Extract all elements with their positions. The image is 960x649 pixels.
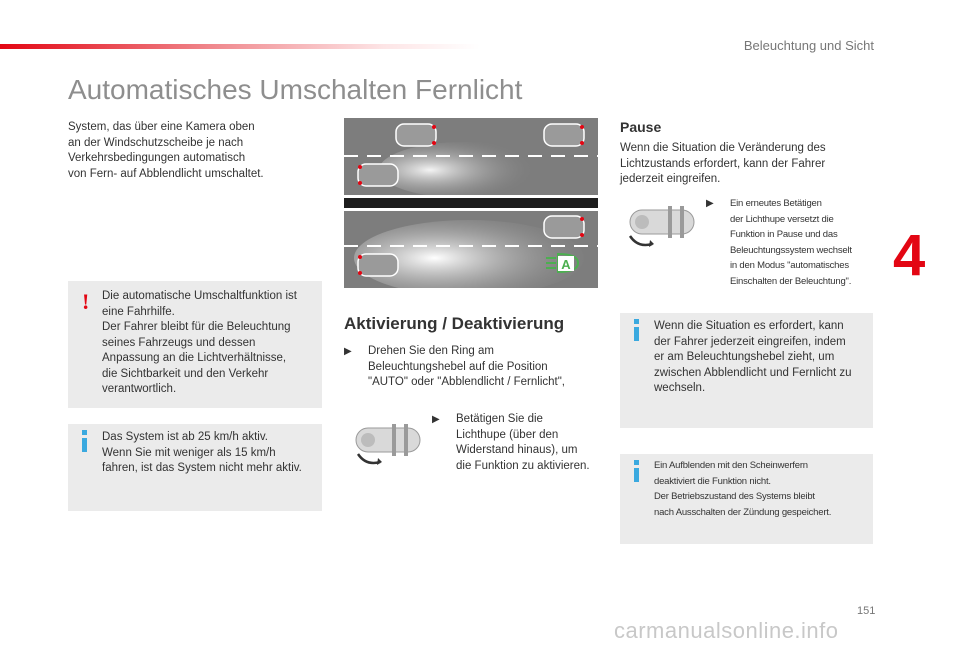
activation-step-2 <box>432 412 602 478</box>
step-1-text: Drehen Sie den Ring am Beleuchtungshebel auf die Position "AUTO" oder "Abblendlicht / Fernlicht", <box>368 345 566 388</box>
activation-heading: Aktivierung / Deaktivierung <box>344 314 565 333</box>
watermark: carmanualsonline.info <box>614 618 839 643</box>
header-accent-bar <box>0 44 480 49</box>
chapter-number: 4 <box>893 223 926 288</box>
indicator-label: A <box>561 257 571 272</box>
pause-heading: Pause <box>620 119 662 135</box>
bullet-icon: ▶ <box>432 414 440 425</box>
light-stalk-illustration <box>624 202 700 250</box>
car-icon <box>358 164 398 186</box>
info-icon <box>634 319 639 341</box>
pause-step <box>706 196 880 292</box>
warning-box <box>68 281 322 408</box>
intro-text: System, das über eine Kamera oben an der Windschutzscheibe je nach Verkehrsbedingungen automatisch von Fern- auf Abblendlicht umschaltet. <box>68 121 264 180</box>
info-icon <box>82 430 87 452</box>
pause-step-text: Ein erneutes Betätigen der Lichthupe versetzt die Funktion in Pause und das Beleuchtungssystem wechselt in den Modus "automatisches Einschalten der Beleuchtung". <box>730 198 852 287</box>
car-icon <box>396 124 436 146</box>
car-icon <box>358 254 398 276</box>
info-box-speed <box>68 424 322 511</box>
activation-step-1 <box>344 344 594 396</box>
info-flash-text: Ein Aufblenden mit den Scheinwerfern deaktiviert die Funktion nicht. Der Betriebszustand des Systems bleibt nach Ausschalten der Zündung gespeichert. <box>654 460 832 518</box>
car-icon <box>544 216 584 238</box>
step-2-text: Betätigen Sie die Lichthupe (über den Widerstand hinaus), um die Funktion zu aktivieren. <box>456 413 590 472</box>
pause-text: Wenn die Situation die Veränderung des Lichtzustands erfordert, kann der Fahrer jederzeit eingreifen. <box>620 142 826 185</box>
info-box-flash <box>620 454 873 544</box>
car-icon <box>544 124 584 146</box>
bullet-icon: ▶ <box>706 198 714 209</box>
page-number: 151 <box>857 605 876 617</box>
section-title: Beleuchtung und Sicht <box>743 38 874 53</box>
info-intervene-text: Wenn die Situation es erfordert, kann der Fahrer jederzeit eingreifen, indem er am Beleuchtungshebel zieht, um zwischen Abblendlicht und Fernlicht zu wechseln. <box>654 320 852 394</box>
road-scene-illustration <box>344 118 598 288</box>
warning-icon: ! <box>82 289 90 314</box>
info-speed-text: Das System ist ab 25 km/h aktiv. Wenn Sie mit weniger als 15 km/h fahren, ist das System nicht mehr aktiv. <box>102 431 302 474</box>
page-title: Automatisches Umschalten Fernlicht <box>68 74 523 105</box>
info-box-intervene <box>620 313 873 428</box>
warning-text: Die automatische Umschaltfunktion ist eine Fahrhilfe. Der Fahrer bleibt für die Beleuchtung seines Fahrzeugs und dessen Anpassung an die Lichtverhältnisse, die Sichtbarkeit und den Verkehr verantwortlich. <box>102 290 297 395</box>
light-stalk-illustration <box>352 418 424 468</box>
bullet-icon: ▶ <box>344 346 352 357</box>
info-icon <box>634 460 639 482</box>
